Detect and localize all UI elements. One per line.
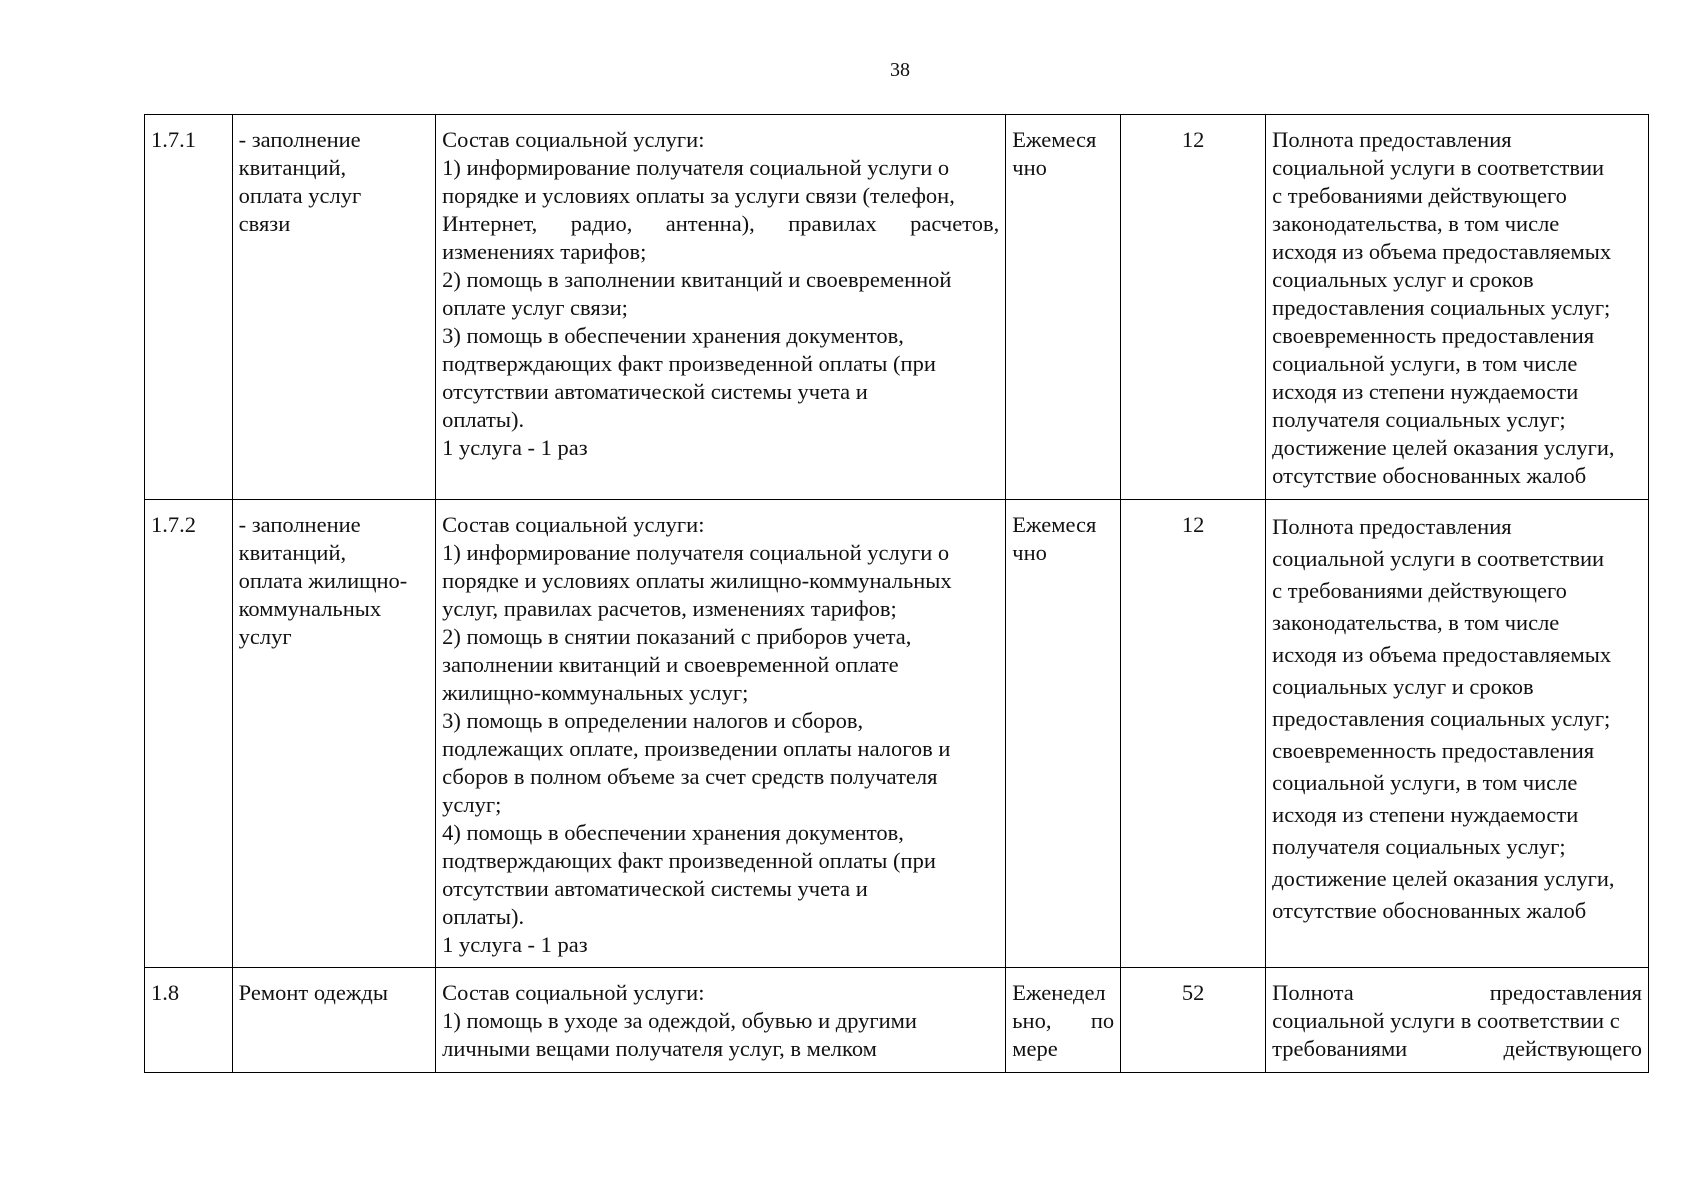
criteria-line: исходя из объема предоставляемых <box>1272 239 1612 264</box>
service-name-line: оплата жилищно- <box>238 568 408 593</box>
frequency-line: Ежемеся <box>1012 127 1097 152</box>
description-line: заполнении квитанций и своевременной оплате <box>442 652 899 677</box>
service-name-line: Ремонт одежды <box>238 980 388 1005</box>
description-line: изменениях тарифов; <box>442 239 647 264</box>
criteria-line: социальной услуги, в том числе <box>1272 351 1578 376</box>
criteria-line: Полнота предоставления <box>1272 514 1512 539</box>
service-name-line: услуг <box>238 624 292 649</box>
criteria-line: с требованиями действующего <box>1272 578 1567 603</box>
service-name-cell <box>232 115 435 500</box>
service-name-cell <box>232 968 435 1073</box>
description-line: 1) информирование получателя социальной услуги о <box>442 540 950 565</box>
count-cell: 12 <box>1121 500 1266 968</box>
criteria-line: законодательства, в том числе <box>1272 610 1560 635</box>
criteria-line: законодательства, в том числе <box>1272 211 1560 236</box>
description-line: 2) помощь в заполнении квитанций и своевременной <box>442 267 952 292</box>
criteria-line: социальных услуг и сроков <box>1272 674 1534 699</box>
description-line: 1 услуга - 1 раз <box>442 435 588 460</box>
service-name-cell <box>232 500 435 968</box>
frequency-line: Ежемеся <box>1012 512 1097 537</box>
frequency-line-justified: ьно, по <box>1012 1008 1115 1033</box>
description-line: сборов в полном объеме за счет средств получателя <box>442 764 938 789</box>
description-line: оплаты). <box>442 904 525 929</box>
frequency-line: чно <box>1012 155 1047 180</box>
criteria-line: отсутствие обоснованных жалоб <box>1272 898 1587 923</box>
criteria-cell <box>1266 968 1649 1073</box>
criteria-line: достижение целей оказания услуги, <box>1272 866 1615 891</box>
criteria-line: достижение целей оказания услуги, <box>1272 435 1615 460</box>
row-number-cell: 1.8 <box>145 968 233 1073</box>
count-cell: 12 <box>1121 115 1266 500</box>
frequency-line: Еженедел <box>1012 980 1106 1005</box>
criteria-line: исходя из степени нуждаемости <box>1272 379 1579 404</box>
criteria-line: исходя из степени нуждаемости <box>1272 802 1579 827</box>
criteria-line-justified: требованиями действующего <box>1272 1036 1642 1061</box>
service-description-cell <box>436 500 1006 968</box>
description-line: 1) информирование получателя социальной услуги о <box>442 155 950 180</box>
description-line: подлежащих оплате, произведении оплаты налогов и <box>442 736 951 761</box>
description-line: оплате услуг связи; <box>442 295 628 320</box>
row-number-cell: 1.7.2 <box>145 500 233 968</box>
criteria-line: с требованиями действующего <box>1272 183 1567 208</box>
criteria-line-justified: Полнота предоставления <box>1272 980 1642 1005</box>
frequency-cell <box>1006 968 1121 1073</box>
service-description-cell <box>436 115 1006 500</box>
description-line: порядке и условиях оплаты жилищно-коммунальных <box>442 568 952 593</box>
count-cell: 52 <box>1121 968 1266 1073</box>
table-row <box>145 115 1649 500</box>
row-number-cell: 1.7.1 <box>145 115 233 500</box>
description-line: услуг; <box>442 792 502 817</box>
criteria-line: отсутствие обоснованных жалоб <box>1272 463 1587 488</box>
service-name-line: коммунальных <box>238 596 382 621</box>
service-name-line: квитанций, <box>238 155 347 180</box>
criteria-cell <box>1266 115 1649 500</box>
service-name-line: - заполнение <box>238 127 361 152</box>
description-line: оплаты). <box>442 407 525 432</box>
service-description-cell <box>436 968 1006 1073</box>
description-line: отсутствии автоматической системы учета и <box>442 876 868 901</box>
service-name-line: квитанций, <box>238 540 347 565</box>
table-row <box>145 500 1649 968</box>
frequency-line: мере <box>1012 1036 1058 1061</box>
page-number: 38 <box>890 59 910 81</box>
frequency-cell <box>1006 500 1121 968</box>
service-name-line: - заполнение <box>238 512 361 537</box>
description-line: жилищно-коммунальных услуг; <box>442 680 749 705</box>
criteria-line: социальной услуги в соответствии <box>1272 155 1605 180</box>
description-line: отсутствии автоматической системы учета и <box>442 379 868 404</box>
criteria-line: социальной услуги в соответствии <box>1272 546 1605 571</box>
criteria-line: предоставления социальных услуг; <box>1272 706 1611 731</box>
criteria-line: исходя из объема предоставляемых <box>1272 642 1612 667</box>
criteria-line: своевременность предоставления <box>1272 738 1595 763</box>
service-name-line: связи <box>238 211 291 236</box>
criteria-cell <box>1266 500 1649 968</box>
criteria-line: социальной услуги, в том числе <box>1272 770 1578 795</box>
description-line: 3) помощь в обеспечении хранения документов, <box>442 323 904 348</box>
criteria-line: своевременность предоставления <box>1272 323 1595 348</box>
criteria-line: социальной услуги в соответствии с <box>1272 1008 1620 1033</box>
criteria-line: получателя социальных услуг; <box>1272 407 1566 432</box>
description-line: Состав социальной услуги: <box>442 127 705 152</box>
description-line: порядке и условиях оплаты за услуги связи (телефон, <box>442 183 955 208</box>
description-line: 1 услуга - 1 раз <box>442 932 588 957</box>
criteria-line: предоставления социальных услуг; <box>1272 295 1611 320</box>
services-table <box>144 114 1649 1073</box>
description-line: услуг, правилах расчетов, изменениях тарифов; <box>442 596 897 621</box>
description-line: 2) помощь в снятии показаний с приборов учета, <box>442 624 912 649</box>
description-line: Состав социальной услуги: <box>442 980 705 1005</box>
description-line: подтверждающих факт произведенной оплаты (при <box>442 351 936 376</box>
description-line: подтверждающих факт произведенной оплаты (при <box>442 848 936 873</box>
criteria-line: получателя социальных услуг; <box>1272 834 1566 859</box>
description-line: 3) помощь в определении налогов и сборов, <box>442 708 864 733</box>
description-line: 1) помощь в уходе за одеждой, обувью и другими <box>442 1008 917 1033</box>
description-line: личными вещами получателя услуг, в мелком <box>442 1036 877 1061</box>
criteria-line: социальных услуг и сроков <box>1272 267 1534 292</box>
service-name-line: оплата услуг <box>238 183 362 208</box>
description-line-justified: Интернет, радио, антенна), правилах расчетов, <box>442 211 1000 236</box>
frequency-line: чно <box>1012 540 1047 565</box>
criteria-line: Полнота предоставления <box>1272 127 1512 152</box>
frequency-cell <box>1006 115 1121 500</box>
description-line: 4) помощь в обеспечении хранения документов, <box>442 820 904 845</box>
table-row <box>145 968 1649 1073</box>
description-line: Состав социальной услуги: <box>442 512 705 537</box>
